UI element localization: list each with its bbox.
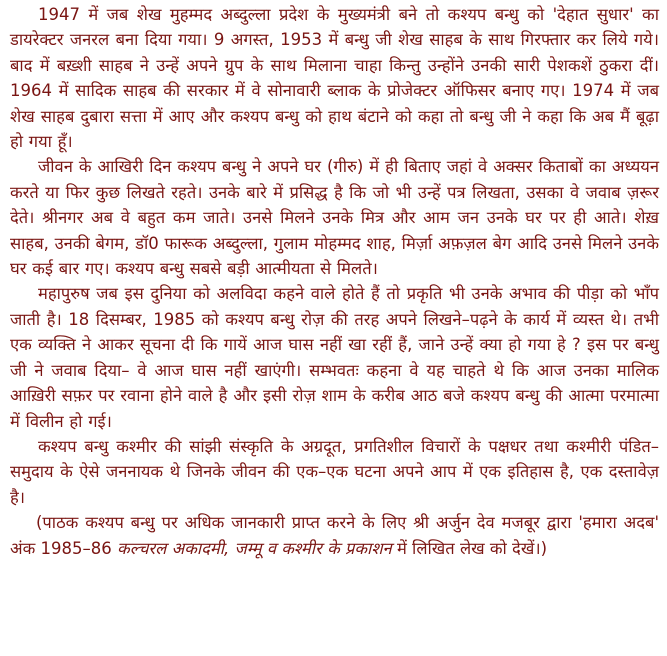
reference-note-start: (पाठक कश्यप बन्धु पर अधिक जानकारी प्राप्त करने के लिए श्री अर्जुन देव मजबूर द्वारा 'हमारा अदब' अंक 1985–86 xyxy=(10,513,659,558)
paragraph-1: 1947 में जब शेख मुहम्मद अब्दुल्ला प्रदेश के मुख्यमंत्री बने तो कश्यप बन्धु को 'देहात सुधार' का डायरेक्टर जनरल बना दिया गया। 9 अगस्त, 1953 में बन्धु जी शेख साहब के साथ गिरफ्तार कर लिये गये। बाद में बख़्शी साहब ने उन्हें अपने ग्रुप के साथ मिलाना चाहा किन्तु उन्होंने उनकी सारी पेशकशें ठुकरा दीं। 1964 में सादिक साहब की सरकार में वे सोनावारी ब्लाक के प्रोजेक्टर ऑफिसर बनाए गए। 1974 में जब शेख साहब दुबारा सत्ता में आए और कश्यप बन्धु को हाथ बंटाने को कहा तो बन्धु जी ने कहा कि अब मैं बूढ़ा हो गया हूँ। xyxy=(10,5,659,152)
paragraph-4: कश्यप बन्धु कश्मीर की सांझी संस्कृति के अग्रदूत, प्रगतिशील विचारों के पक्षधर तथा कश्मीरी पंडित–समुदाय के ऐसे जननायक थे जिनके जीवन की एक–एक घटना अपने आप में एक इतिहास है, एक दस्तावेज़ है। xyxy=(10,436,659,507)
reference-note-publication: कल्चरल अकादमी, जम्मू व कश्मीर के प्रकाशन xyxy=(117,538,392,558)
paragraph-2: जीवन के आखिरी दिन कश्यप बन्धु ने अपने घर (गीरु) में ही बिताए जहां वे अक्सर किताबों का अध्ययन करते या फिर कुछ लिखते रहते। उनके बारे में प्रसिद्ध है कि जो भी उन्हें पत्र लिखता, उसका वे जवाब ज़रूर देते। श्रीनगर अब वे बहुत कम जाते। उनसे मिलने उनके मित्र और आम जन उनके घर पर ही आते। शेख़ साहब, उनकी बेगम, डॉ0 फारूक अब्दुल्ला, गुलाम मोहम्मद शाह, मिर्ज़ा अफ़ज़ल बेग आदि उनसे मिलने उनके घर कई बार गए। कश्यप बन्धु सबसे बड़ी आत्मीयता से मिलते। xyxy=(10,157,659,279)
paragraph-3: महापुरुष जब इस दुनिया को अलविदा कहने वाले होते हैं तो प्रकृति भी उनके अभाव की पीड़ा को भाँप जाती है। 18 दिसम्बर, 1985 को कश्यप बन्धु रोज़ की तरह अपने लिखने–पढ़ने के कार्य में व्यस्त थे। तभी एक व्यक्ति ने आकर सूचना दी कि गायें आज घास नहीं खा रहीं हैं, जाने उन्हें क्या हो गया हे ? इस पर बन्धु जी ने जवाब दिया– वे आज घास नहीं खाएंगी। सम्भवतः कहना वे यह चाहते थे कि आज उनका मालिक आख़िरी सफ़र पर रवाना होने वाले है और इसी रोज़ शाम के करीब आठ बजे कश्यप बन्धु की आत्मा परमात्मा में विलीन हो गई। xyxy=(10,284,659,431)
reference-note-end: में लिखित लेख को देखें।) xyxy=(391,538,548,558)
reference-note xyxy=(10,510,659,561)
